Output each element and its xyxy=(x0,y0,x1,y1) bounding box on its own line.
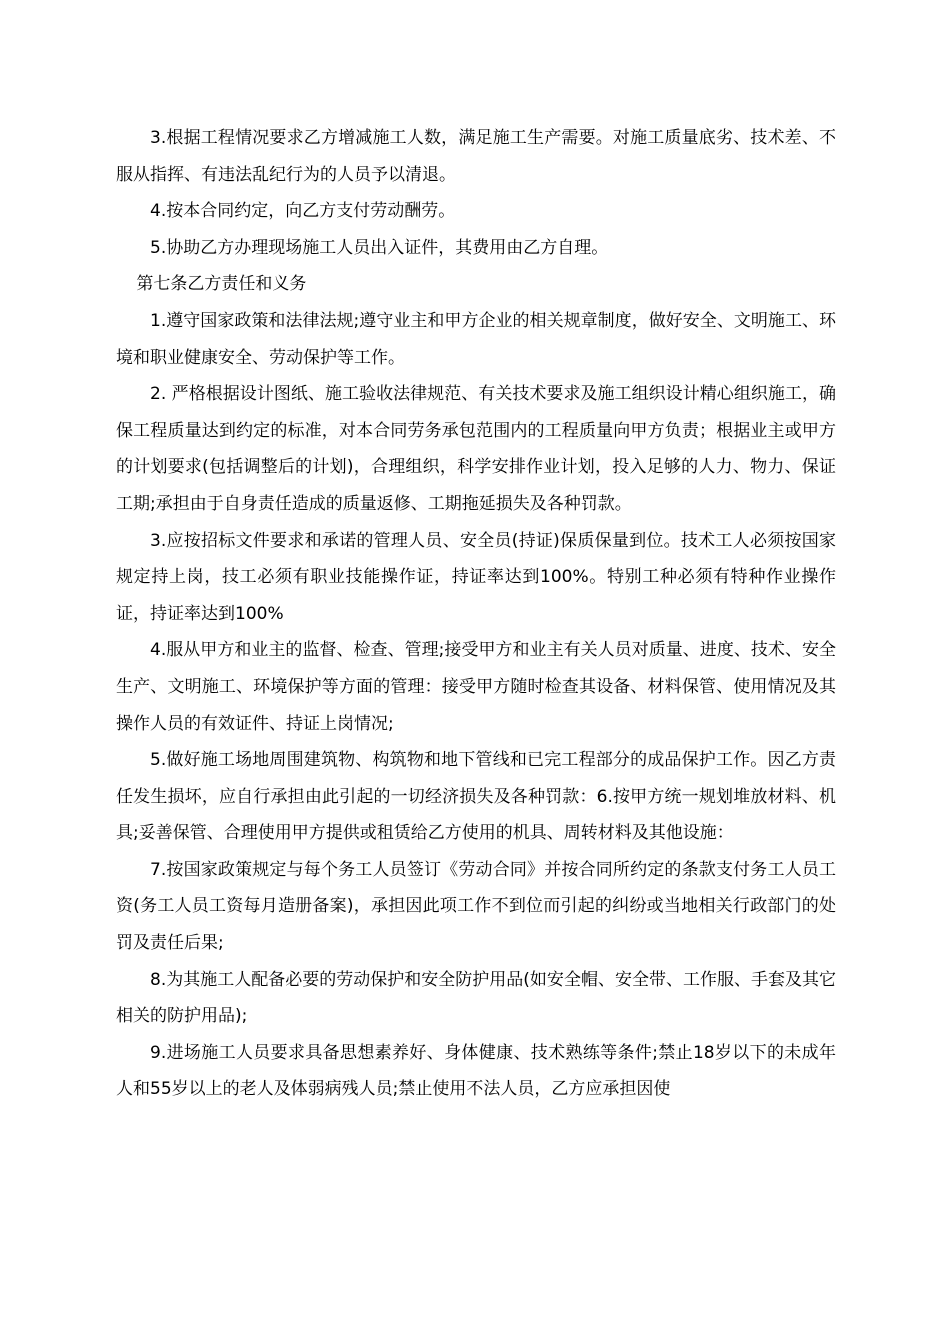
paragraph-item-4-payment: 4.按本合同约定，向乙方支付劳动酬劳。 xyxy=(150,201,456,222)
paragraph-item-5-permits: 5.协助乙方办理现场施工人员出入证件，其费用由乙方自理。 xyxy=(150,237,609,258)
document-body xyxy=(116,120,836,1108)
paragraph-duty-3: 3.应按招标文件要求和承诺的管理人员、安全员(持证)保质保量到位。技术工人必须按国家规定持上岗，技工必须有职业技能操作证，持证率达到100%。特别工种必须有特种作业操作证，持证率达到100% xyxy=(116,530,836,624)
paragraph-duty-2: 2. 严格根据设计图纸、施工验收法律规范、有关技术要求及施工组织设计精心组织施工，确保工程质量达到约定的标准，对本合同劳务承包范围内的工程质量向甲方负责；根据业主或甲方的计划要求(包括调整后的计划)，合理组织，科学安排作业计划，投入足够的人力、物力、保证工期;承担由于自身责任造成的质量返修、工期拖延损失及各种罚款。 xyxy=(116,384,836,514)
paragraph-duty-1: 1.遵守国家政策和法律法规;遵守业主和甲方企业的相关规章制度，做好安全、文明施工、环境和职业健康安全、劳动保护等工作。 xyxy=(116,310,836,368)
paragraph-duty-9: 9.进场施工人员要求具备思想素养好、身体健康、技术熟练等条件;禁止18岁以下的未成年人和55岁以上的老人及体弱病残人员;禁止使用不法人员，乙方应承担因使 xyxy=(116,1042,836,1100)
paragraph-duty-5-6: 5.做好施工场地周围建筑物、构筑物和地下管线和已完工程部分的成品保护工作。因乙方责任发生损坏，应自行承担由此引起的一切经济损失及各种罚款：6.按甲方统一规划堆放材料、机具;妥善保管、合理使用甲方提供或租赁给乙方使用的机具、周转材料及其他设施： xyxy=(116,750,836,844)
paragraph-duty-8: 8.为其施工人配备必要的劳动保护和安全防护用品(如安全帽、安全带、工作服、手套及其它相关的防护用品); xyxy=(116,969,836,1027)
paragraph-duty-7: 7.按国家政策规定与每个务工人员签订《劳动合同》并按合同所约定的条款支付务工人员工资(务工人员工资每月造册备案)，承担因此项工作不到位而引起的纠纷或当地相关行政部门的处罚及责任后果; xyxy=(116,859,836,954)
paragraph-item-3-requirement: 3.根据工程情况要求乙方增减施工人数，满足施工生产需要。对施工质量底劣、技术差、不服从指挥、有违法乱纪行为的人员予以清退。 xyxy=(116,128,836,185)
paragraph-duty-4: 4.服从甲方和业主的监督、检查、管理;接受甲方和业主有关人员对质量、进度、技术、安全生产、文明施工、环境保护等方面的管理：接受甲方随时检查其设备、材料保管、使用情况及其操作人员的有效证件、持证上岗情况; xyxy=(116,640,836,734)
section-heading-article-7: 第七条乙方责任和义务 xyxy=(136,274,307,295)
